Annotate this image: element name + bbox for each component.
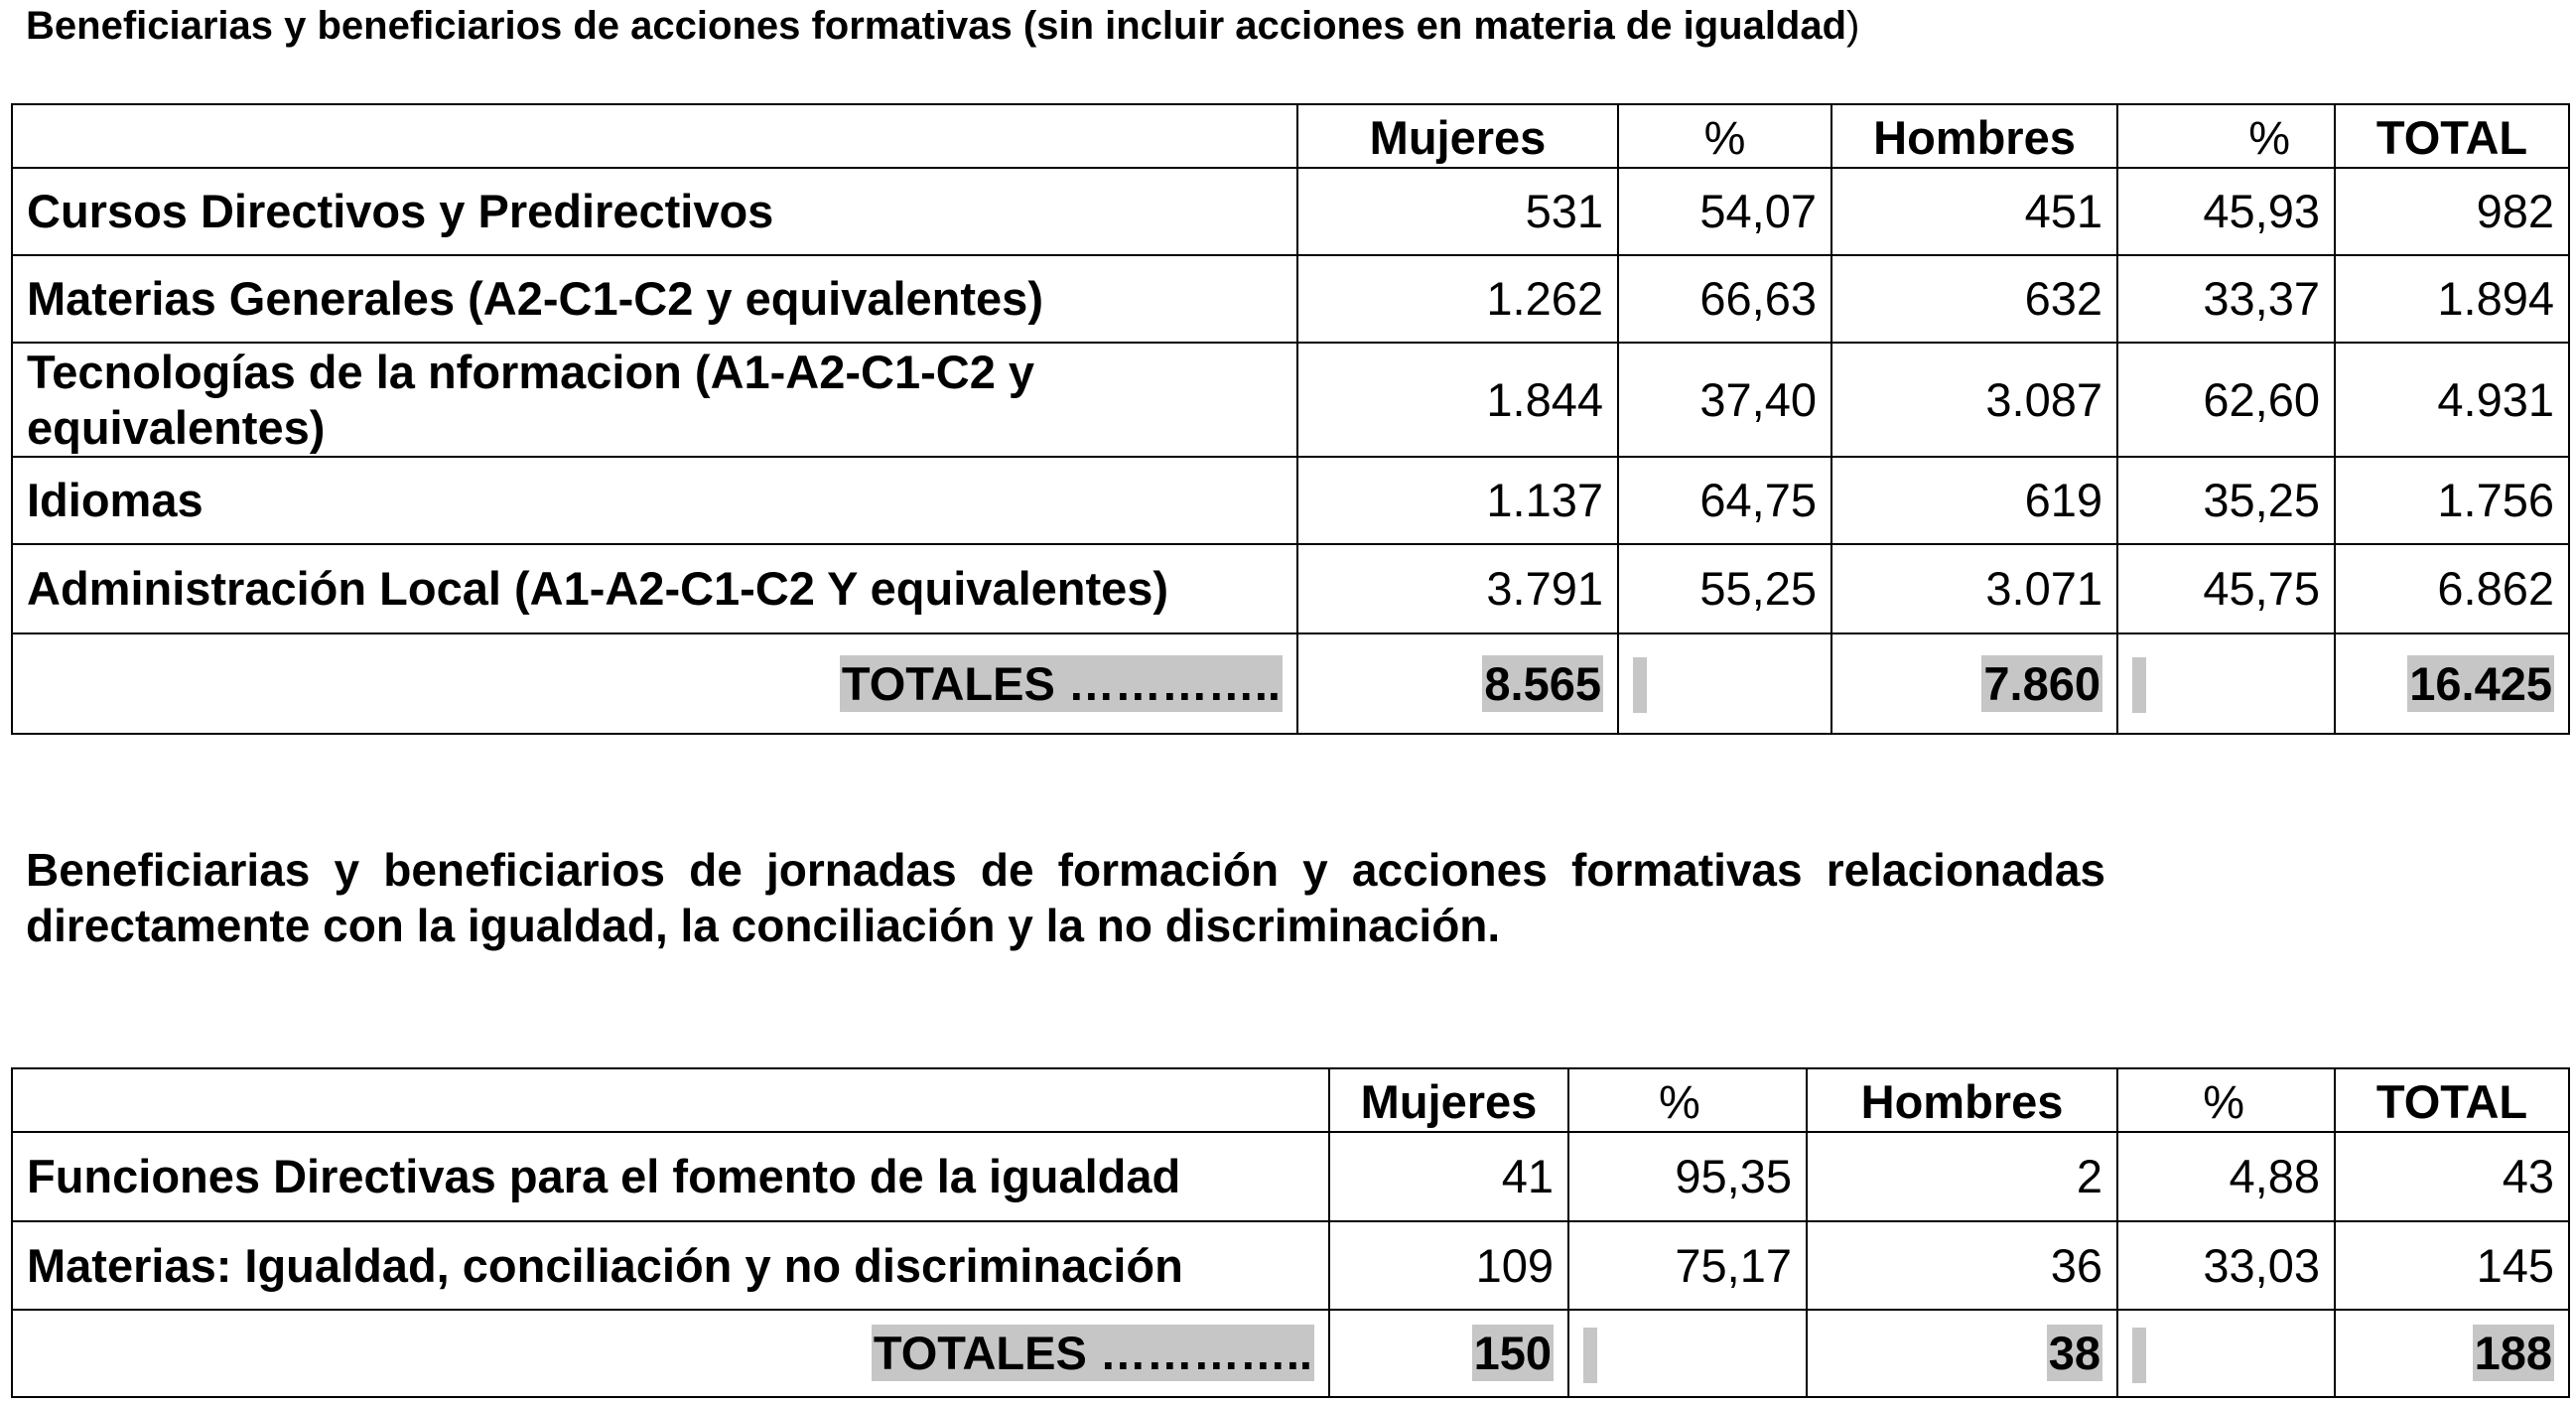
cell-men-pct: 62,60	[2117, 343, 2335, 457]
table1-title-tail: )	[1846, 4, 1860, 48]
totals-men: 38	[2048, 1327, 2101, 1379]
totals-total: 188	[2474, 1327, 2552, 1379]
table2-title: Beneficiarias y beneficiarios de jornadas de formación y acciones formativas relacionadas directamente con la igualdad, la conciliación y la no discriminación.	[26, 844, 2105, 951]
table-row	[12, 1221, 2569, 1310]
table1-title	[26, 0, 2547, 52]
table1-header-row	[12, 104, 2569, 168]
cell-men: 3.087	[1831, 343, 2117, 457]
highlight-bar	[1583, 1328, 1597, 1383]
table1	[11, 103, 2570, 735]
table1-header-total: TOTAL	[2335, 104, 2569, 168]
highlight-bar	[2132, 657, 2146, 713]
totals-label-cell	[12, 1310, 1329, 1397]
cell-women-pct: 64,75	[1618, 457, 1831, 544]
totals-men-cell	[1807, 1310, 2117, 1397]
cell-total: 1.756	[2335, 457, 2569, 544]
table2-header-women: Mujeres	[1329, 1068, 1568, 1132]
highlight-bar	[2132, 1328, 2146, 1383]
totals-women: 8.565	[1484, 656, 1601, 710]
cell-total: 145	[2335, 1221, 2569, 1310]
totals-men-pct-cell	[2117, 1310, 2335, 1397]
table1-header-empty	[12, 104, 1297, 168]
cell-women-pct: 95,35	[1568, 1132, 1807, 1221]
table-row	[12, 1132, 2569, 1221]
row-label: Cursos Directivos y Predirectivos	[12, 168, 1297, 255]
cell-total: 6.862	[2335, 544, 2569, 633]
cell-men: 619	[1831, 457, 2117, 544]
table1-header-men-pct: %	[2117, 104, 2335, 168]
row-label: Materias: Igualdad, conciliación y no discriminación	[12, 1221, 1329, 1310]
totals-women-pct-cell	[1568, 1310, 1807, 1397]
totals-total: 16.425	[2409, 656, 2552, 710]
table1-header-men: Hombres	[1831, 104, 2117, 168]
cell-men-pct: 4,88	[2117, 1132, 2335, 1221]
totals-men: 7.860	[1983, 656, 2101, 710]
table-row	[12, 457, 2569, 544]
table-row	[12, 343, 2569, 457]
row-label: Funciones Directivas para el fomento de la igualdad	[12, 1132, 1329, 1221]
table1-header-women-pct: %	[1618, 104, 1831, 168]
cell-men: 3.071	[1831, 544, 2117, 633]
cell-women-pct: 66,63	[1618, 255, 1831, 343]
cell-total: 1.894	[2335, 255, 2569, 343]
cell-total: 43	[2335, 1132, 2569, 1221]
cell-women-pct: 37,40	[1618, 343, 1831, 457]
cell-total: 4.931	[2335, 343, 2569, 457]
totals-women-cell	[1297, 633, 1618, 734]
totals-women: 150	[1473, 1327, 1552, 1379]
totals-label: TOTALES …………..	[873, 1327, 1312, 1379]
cell-women: 109	[1329, 1221, 1568, 1310]
totals-women-pct-cell	[1618, 633, 1831, 734]
table2-header-men: Hombres	[1807, 1068, 2117, 1132]
table1-header-women: Mujeres	[1297, 104, 1618, 168]
row-label: Materias Generales (A2-C1-C2 y equivalentes)	[12, 255, 1297, 343]
table2-totals-row	[12, 1310, 2569, 1397]
cell-women: 1.844	[1297, 343, 1618, 457]
totals-total-cell	[2335, 633, 2569, 734]
cell-women: 1.262	[1297, 255, 1618, 343]
cell-men-pct: 33,37	[2117, 255, 2335, 343]
table2-header-women-pct: %	[1568, 1068, 1807, 1132]
row-label: Administración Local (A1-A2-C1-C2 Y equivalentes)	[12, 544, 1297, 633]
table1-title-text: Beneficiarias y beneficiarios de acciones formativas (sin incluir acciones en materia de igualdad	[26, 4, 1847, 48]
table-row	[12, 168, 2569, 255]
totals-total-cell	[2335, 1310, 2569, 1397]
cell-women-pct: 54,07	[1618, 168, 1831, 255]
cell-men: 36	[1807, 1221, 2117, 1310]
highlight-bar	[1633, 657, 1647, 713]
cell-men: 2	[1807, 1132, 2117, 1221]
row-label: Idiomas	[12, 457, 1297, 544]
table2-header-men-pct: %	[2117, 1068, 2335, 1132]
table2	[11, 1067, 2570, 1398]
totals-women-cell	[1329, 1310, 1568, 1397]
row-label: Tecnologías de la nformacion (A1-A2-C1-C2 y equivalentes)	[12, 343, 1297, 457]
cell-men: 451	[1831, 168, 2117, 255]
cell-women: 1.137	[1297, 457, 1618, 544]
totals-label: TOTALES …………..	[841, 656, 1281, 710]
table2-header-total: TOTAL	[2335, 1068, 2569, 1132]
cell-women-pct: 55,25	[1618, 544, 1831, 633]
cell-men-pct: 45,75	[2117, 544, 2335, 633]
cell-women: 3.791	[1297, 544, 1618, 633]
table-row	[12, 255, 2569, 343]
totals-men-pct-cell	[2117, 633, 2335, 734]
totals-men-cell	[1831, 633, 2117, 734]
cell-men-pct: 33,03	[2117, 1221, 2335, 1310]
cell-women: 41	[1329, 1132, 1568, 1221]
table1-totals-row	[12, 633, 2569, 734]
table2-header-empty	[12, 1068, 1329, 1132]
cell-men: 632	[1831, 255, 2117, 343]
cell-women: 531	[1297, 168, 1618, 255]
cell-total: 982	[2335, 168, 2569, 255]
table-row	[12, 544, 2569, 633]
cell-men-pct: 35,25	[2117, 457, 2335, 544]
totals-label-cell	[12, 633, 1297, 734]
cell-men-pct: 45,93	[2117, 168, 2335, 255]
cell-women-pct: 75,17	[1568, 1221, 1807, 1310]
table2-header-row	[12, 1068, 2569, 1132]
